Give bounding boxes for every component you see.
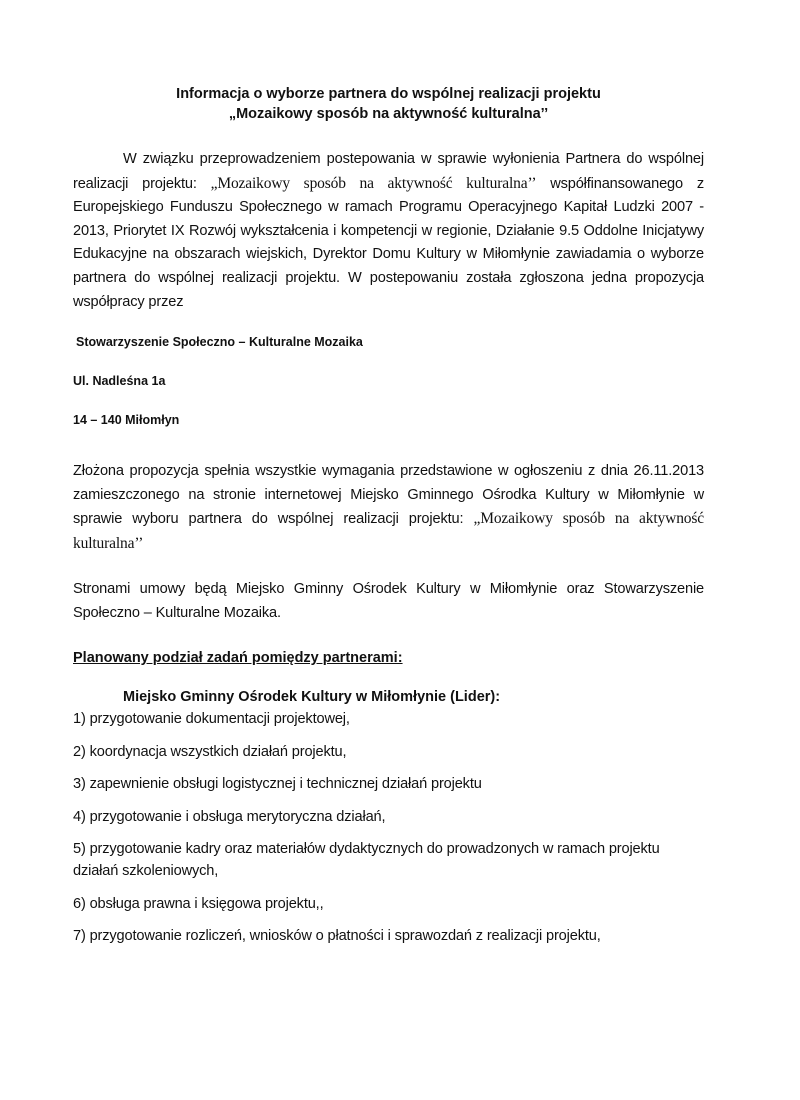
- compliance-paragraph: [73, 460, 704, 556]
- partner-postal-city: 14 – 140 Miłomłyn: [73, 413, 180, 427]
- project-name-quote: „Mozaikowy sposób na aktywność kulturalna’’: [73, 510, 705, 552]
- list-item: 2) koordynacja wszystkich działań projektu,: [73, 743, 347, 760]
- partner-street: Ul. Nadleśna 1a: [73, 374, 166, 388]
- list-item: 6) obsługa prawna i księgowa projektu,,: [73, 895, 324, 912]
- leader-heading: Miejsko Gminny Ośrodek Kultury w Miłomłynie (Lider):: [123, 689, 501, 705]
- partner-name: Stowarzyszenie Społeczno – Kulturalne Mozaika: [76, 335, 363, 349]
- project-name-quote: „Mozaikowy sposób na aktywność kulturalna’’: [210, 174, 537, 192]
- list-item: 7) przygotowanie rozliczeń, wniosków o płatności i sprawozdań z realizacji projektu,: [73, 928, 601, 944]
- intro-text-part2: współfinansowanego z Europejskiego Funduszu Społecznego w ramach Programu Operacyjnego Kapitał Ludzki 2007 - 2013, Priorytet IX Rozwój wykształcenia i kompetencji w regionie, Działanie 9.5 Oddolne Inicjatywy Edukacyjne na obszarach wiejskich, Dyrektor Domu Kultury w Miłomłynie zawiadamia o wyborze partnera do wspólnej realizacji projektu. W postepowaniu została zgłoszona jedna propozycja współpracy przez: [73, 175, 704, 310]
- list-item: 3) zapewnienie obsługi logistycznej i technicznej działań projektu: [73, 776, 482, 792]
- intro-text-part1: W związku przeprowadzeniem postepowania w sprawie wyłonienia Partnera do wspólnej realizacji projektu:: [73, 151, 704, 192]
- document-title-line2: „Mozaikowy sposób na aktywność kulturalna’’: [228, 106, 549, 122]
- document-title-line1: Informacja o wyborze partnera do wspólnej realizacji projektu: [176, 86, 601, 102]
- compliance-text: Złożona propozycja spełnia wszystkie wymagania przedstawione w ogłoszeniu z dnia 26.11.2013 zamieszczonego na stronie internetowej Miejsko Gminnego Ośrodka Kultury w Miłomłynie w sprawie wyboru partnera do wspólnej realizacji projektu:: [73, 463, 704, 528]
- leader-task-list: [73, 708, 704, 958]
- list-item: 4) przygotowanie i obsługa merytoryczna działań,: [73, 808, 386, 825]
- list-item: 1) przygotowanie dokumentacji projektowej,: [73, 711, 350, 727]
- task-division-heading: Planowany podział zadań pomiędzy partnerami:: [73, 650, 403, 666]
- intro-paragraph: [73, 148, 704, 314]
- parties-paragraph: Stronami umowy będą Miejsko Gminny Ośrodek Kultury w Miłomłynie oraz Stowarzyszenie Społeczno – Kulturalne Mozaika.: [73, 581, 704, 621]
- list-item: 5) przygotowanie kadry oraz materiałów dydaktycznych do prowadzonych w ramach projektu działań szkoleniowych,: [73, 841, 660, 879]
